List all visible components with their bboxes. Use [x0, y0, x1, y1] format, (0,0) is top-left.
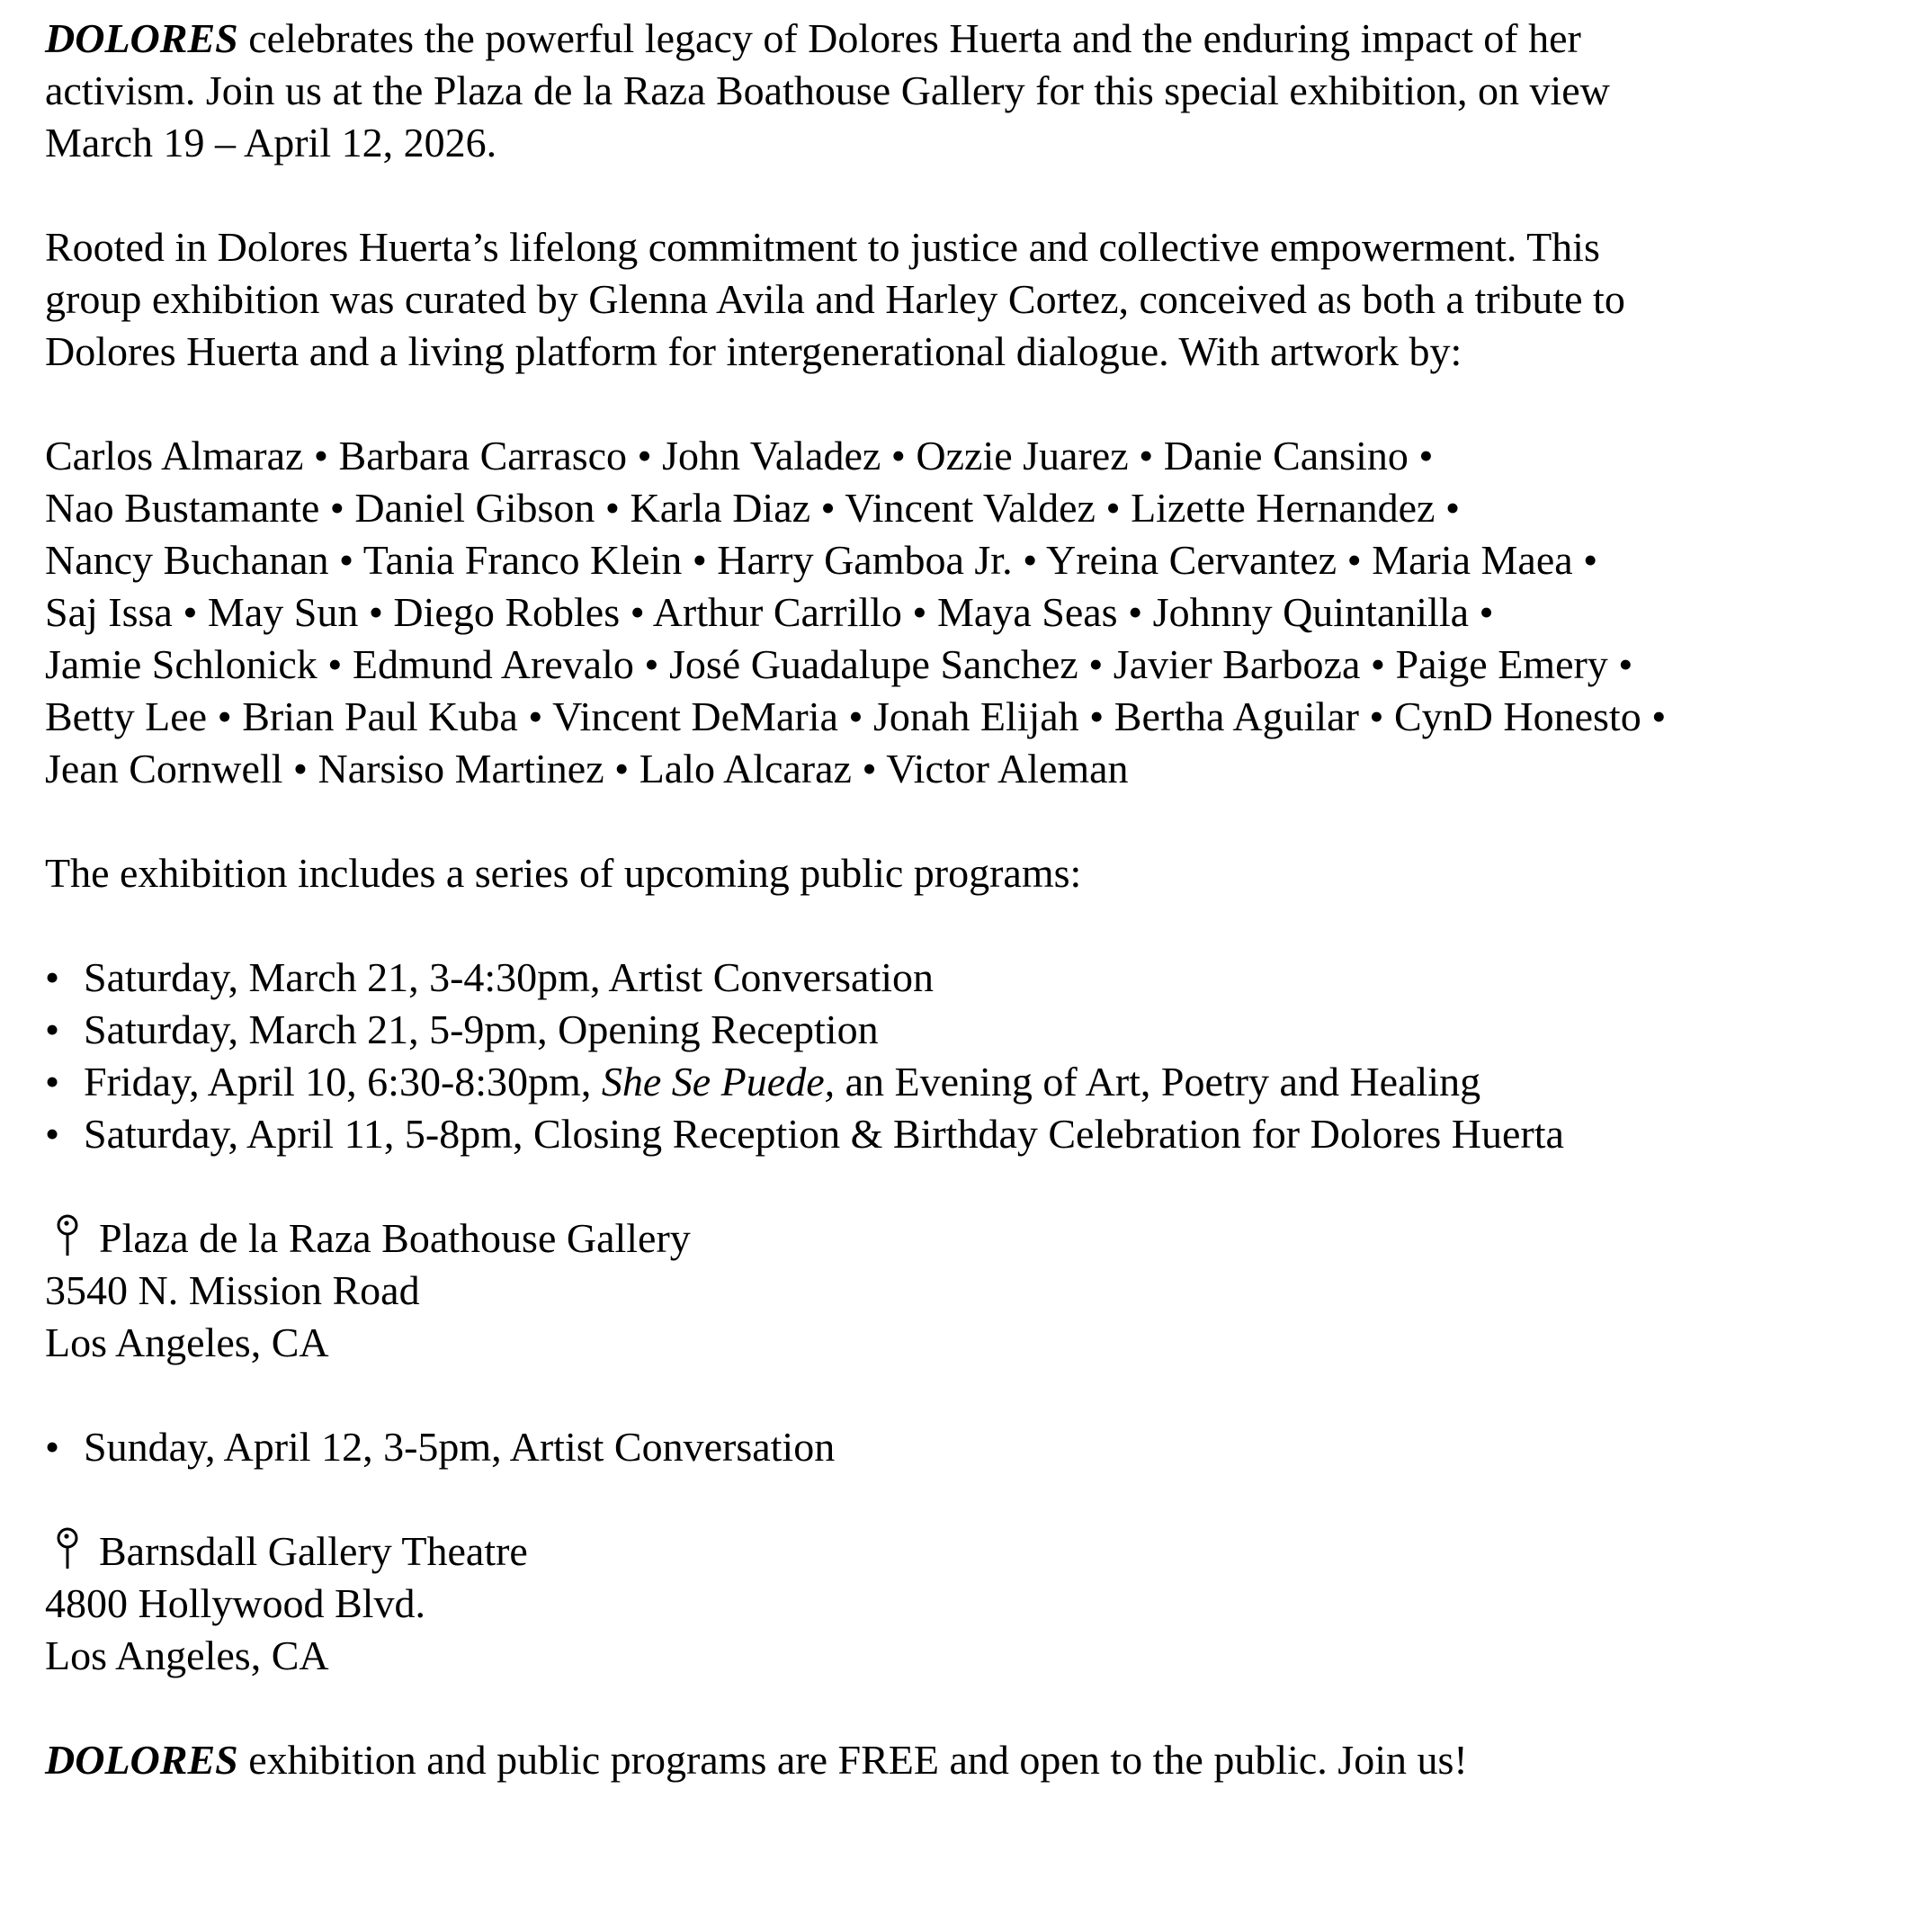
program-item: [45, 1056, 1898, 1108]
venue-name-line: [45, 1212, 1898, 1265]
about-paragraph: [45, 221, 1898, 378]
venue-street: 4800 Hollywood Blvd.: [45, 1580, 425, 1626]
exhibition-title: DOLORES: [45, 1737, 238, 1783]
about-line-1: Rooted in Dolores Huerta’s lifelong commitment to justice and collective empowerment. This: [45, 224, 1600, 270]
exhibition-title: DOLORES: [45, 15, 238, 61]
program-text: Friday, April 10, 6:30-8:30pm,: [84, 1059, 602, 1105]
program-item: [45, 1004, 1898, 1056]
program-text: an Evening of Art, Poetry and Healing: [835, 1059, 1481, 1105]
intro-line-2: activism. Join us at the Plaza de la Raza Boathouse Gallery for this special exhibition, on view: [45, 67, 1610, 113]
venue-name: Plaza de la Raza Boathouse Gallery: [99, 1215, 691, 1261]
artists-line: Nancy Buchanan • Tania Franco Klein • Harry Gamboa Jr. • Yreina Cervantez • Maria Maea •: [45, 537, 1598, 583]
about-line-2: group exhibition was curated by Glenna Avila and Harley Cortez, conceived as both a tribute to: [45, 276, 1625, 322]
venue-name-line: [45, 1525, 1898, 1578]
program-text: Saturday, March 21, 5-9pm, Opening Reception: [84, 1006, 879, 1052]
artists-line: Carlos Almaraz • Barbara Carrasco • John Valadez • Ozzie Juarez • Danie Cansino •: [45, 433, 1434, 478]
program-text: Saturday, April 11, 5-8pm, Closing Reception & Birthday Celebration for Dolores Huerta: [84, 1111, 1564, 1157]
document-page: [45, 13, 1898, 1838]
intro-text-1: celebrates the powerful legacy of Dolores Huerta and the enduring impact of her: [237, 15, 1581, 61]
bullet-icon: •: [45, 1006, 60, 1052]
venue-city: Los Angeles, CA: [45, 1319, 329, 1365]
artists-line: Jamie Schlonick • Edmund Arevalo • José Guadalupe Sanchez • Javier Barboza • Paige Emery •: [45, 641, 1633, 687]
artists-list: [45, 430, 1898, 795]
map-pin-icon: [56, 1527, 79, 1570]
program-event-title: She Se Puede,: [601, 1059, 836, 1105]
bullet-icon: •: [45, 1111, 60, 1157]
intro-line-3: March 19 – April 12, 2026.: [45, 120, 497, 165]
programs-list-boathouse: [45, 952, 1898, 1160]
programs-intro: The exhibition includes a series of upcoming public programs:: [45, 850, 1082, 896]
artists-line: Saj Issa • May Sun • Diego Robles • Arthur Carrillo • Maya Seas • Johnny Quintanilla •: [45, 589, 1494, 635]
bullet-icon: •: [45, 954, 60, 1000]
map-pin-icon: [56, 1214, 79, 1257]
program-text: Sunday, April 12, 3-5pm, Artist Conversation: [84, 1424, 836, 1470]
intro-line-1: [45, 13, 1898, 65]
venue-name: Barnsdall Gallery Theatre: [99, 1528, 528, 1574]
venue-city: Los Angeles, CA: [45, 1632, 329, 1678]
closing-paragraph: [45, 1734, 1898, 1786]
venue-boathouse: [45, 1212, 1898, 1369]
closing-text: exhibition and public programs are FREE and open to the public. Join us!: [237, 1737, 1468, 1783]
program-item: [45, 1108, 1898, 1160]
venue-barnsdall: [45, 1525, 1898, 1682]
venue-street: 3540 N. Mission Road: [45, 1267, 420, 1313]
program-item: [45, 952, 1898, 1004]
artists-line: Betty Lee • Brian Paul Kuba • Vincent DeMaria • Jonah Elijah • Bertha Aguilar • CynD Honesto •: [45, 693, 1667, 739]
artists-line: Jean Cornwell • Narsiso Martinez • Lalo Alcaraz • Victor Aleman: [45, 746, 1129, 792]
program-item: [45, 1421, 1898, 1473]
programs-list-barnsdall: [45, 1421, 1898, 1473]
intro-paragraph: [45, 13, 1898, 169]
program-text: Saturday, March 21, 3-4:30pm, Artist Conversation: [84, 954, 934, 1000]
bullet-icon: •: [45, 1424, 60, 1470]
bullet-icon: •: [45, 1059, 60, 1105]
artists-line: Nao Bustamante • Daniel Gibson • Karla Diaz • Vincent Valdez • Lizette Hernandez •: [45, 485, 1461, 531]
about-line-3: Dolores Huerta and a living platform for intergenerational dialogue. With artwork by:: [45, 328, 1462, 374]
